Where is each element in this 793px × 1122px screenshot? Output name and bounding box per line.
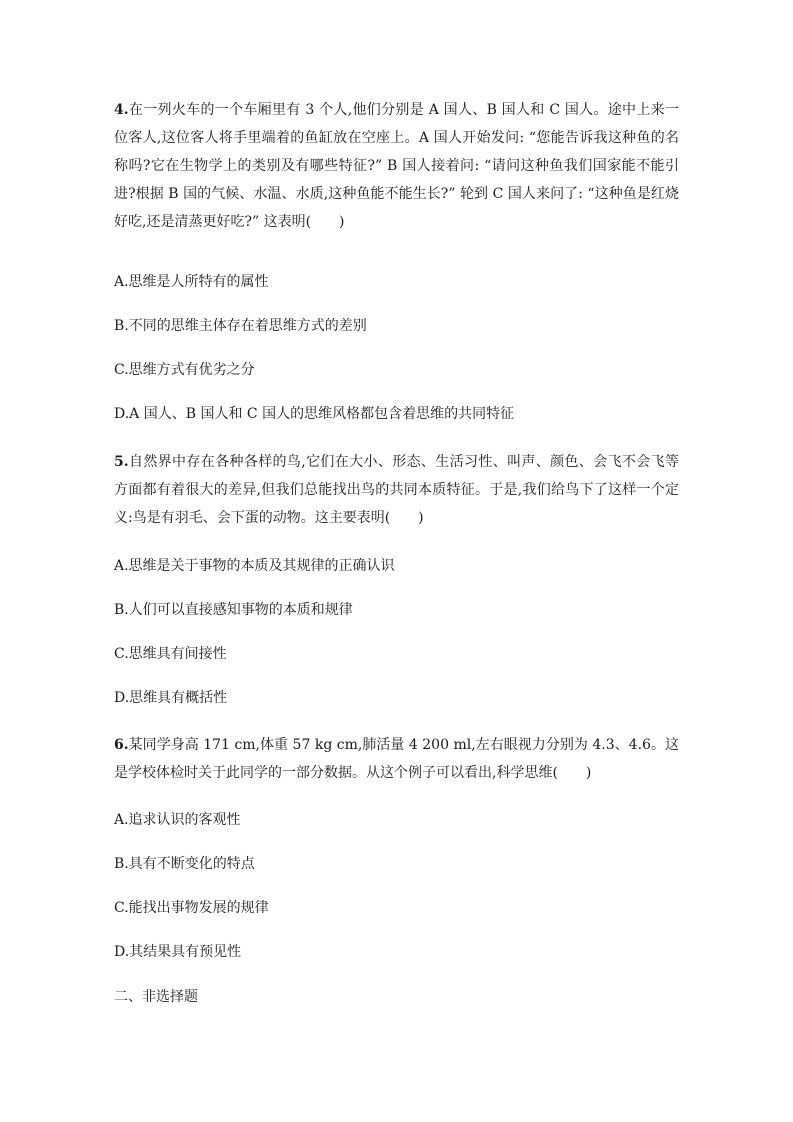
question-5-option-d: D.思维具有概括性 bbox=[114, 690, 228, 706]
question-5-text: 自然界中存在各种各样的鸟,它们在大小、形态、生活习性、叫声、颜色、会飞不会飞等方面都有着很大的差异,但我们总能找出鸟的共同本质特征。于是,我们给鸟下了这样一个定义:鸟是有羽毛、会下蛋的动物。这主要表明( ) bbox=[114, 454, 679, 526]
question-6-stem bbox=[114, 731, 679, 787]
question-4-option-d: D.A 国人、B 国人和 C 国人的思维风格都包含着思维的共同特征 bbox=[114, 406, 515, 422]
question-4-option-c: C.思维方式有优劣之分 bbox=[114, 362, 255, 378]
question-5-number: 5. bbox=[114, 454, 129, 470]
section-heading: 二、非选择题 bbox=[114, 989, 198, 1005]
question-4-text: 在一列火车的一个车厢里有 3 个人,他们分别是 A 国人、B 国人和 C 国人。途中上来一位客人,这位客人将手里端着的鱼缸放在空座上。A 国人开始发问: “您能告诉我这种鱼的名称吗?它在生物学上的类别及有哪些特征?” B 国人接着问: “请问这种鱼我们国家能不能引进?根据 B 国的气候、水温、水质,这种鱼能不能生长?” 轮到 C 国人来问了: “这种鱼是红烧好吃,还是清蒸更好吃?” 这表明( ) bbox=[114, 102, 679, 230]
question-4-number: 4. bbox=[114, 102, 129, 118]
question-6-option-a: A.追求认识的客观性 bbox=[114, 812, 241, 828]
question-4-stem bbox=[114, 96, 679, 236]
question-5-option-c: C.思维具有间接性 bbox=[114, 646, 227, 662]
question-5-stem bbox=[114, 448, 679, 532]
question-6-text: 某同学身高 171 cm,体重 57 kg cm,肺活量 4 200 ml,左右眼视力分别为 4.3、4.6。这是学校体检时关于此同学的一部分数据。从这个例子可以看出,科学思维( ) bbox=[114, 737, 679, 781]
question-6-number: 6. bbox=[114, 737, 129, 753]
question-6-option-d: D.其结果具有预见性 bbox=[114, 944, 242, 960]
question-6-option-b: B.具有不断变化的特点 bbox=[114, 856, 255, 872]
question-4-option-a: A.思维是人所特有的属性 bbox=[114, 274, 269, 290]
question-5-option-b: B.人们可以直接感知事物的本质和规律 bbox=[114, 602, 353, 618]
question-6-option-c: C.能找出事物发展的规律 bbox=[114, 900, 269, 916]
question-5-option-a: A.思维是关于事物的本质及其规律的正确认识 bbox=[114, 558, 395, 574]
question-4-option-b: B.不同的思维主体存在着思维方式的差别 bbox=[114, 318, 367, 334]
